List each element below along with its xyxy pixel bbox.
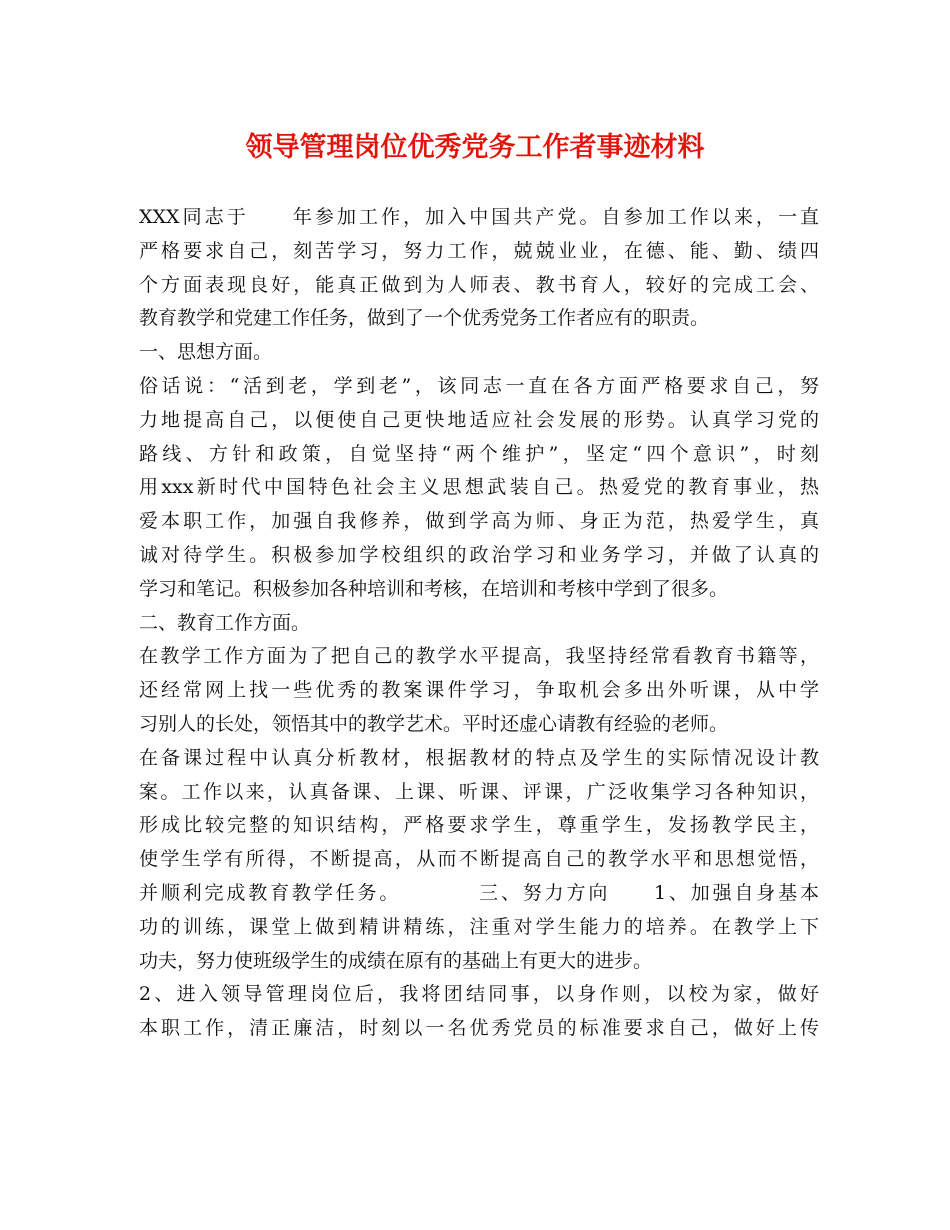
- body-line: 2、进入领导管理岗位后，我将团结同事，以身作则，以校为家，做好: [139, 983, 819, 1006]
- body-line: 路线、方针和政策，自觉坚持“两个维护”，坚定“四个意识”，时刻: [139, 442, 819, 465]
- body-line: 在教学工作方面为了把自己的教学水平提高，我坚持经常看教育书籍等，: [139, 645, 819, 668]
- body-line: 俗话说：“活到老，学到老”，该同志一直在各方面严格要求自己，努: [139, 374, 819, 397]
- body-line: 功夫，努力使班级学生的成绩在原有的基础上有更大的进步。: [139, 949, 653, 972]
- body-line: 习别人的长处，领悟其中的教学艺术。平时还虚心请教有经验的老师。: [139, 712, 729, 735]
- body-line: 功的训练，课堂上做到精讲精练，注重对学生能力的培养。在教学上下: [139, 915, 819, 938]
- body-line: 在备课过程中认真分析教材，根据教材的特点及学生的实际情况设计教: [139, 746, 819, 769]
- body-line: 用xxx新时代中国特色社会主义思想武装自己。热爱党的教育事业，热: [139, 476, 819, 499]
- body-line: 教育教学和党建工作任务，做到了一个优秀党务工作者应有的职责。: [139, 307, 710, 330]
- body-line: 爱本职工作，加强自我修养，做到学高为师、身正为范，热爱学生，真: [139, 510, 819, 533]
- body-line: 案。工作以来，认真备课、上课、听课、评课，广泛收集学习各种知识，: [139, 780, 819, 803]
- body-line: 个方面表现良好，能真正做到为人师表、教书育人，较好的完成工会、: [139, 273, 819, 296]
- body-line: 并顺利完成教育教学任务。 三、努力方向 1、加强自身基本: [139, 881, 819, 904]
- body-line: 使学生学有所得，不断提高，从而不断提高自己的教学水平和思想觉悟，: [139, 848, 819, 871]
- body-line: 二、教育工作方面。: [139, 611, 311, 634]
- document-title: 领导管理岗位优秀党务工作者事迹材料: [245, 132, 705, 163]
- body-line: 还经常网上找一些优秀的教案课件学习，争取机会多出外听课，从中学: [139, 679, 819, 702]
- body-line: 一、思想方面。: [139, 341, 273, 364]
- body-line: 学习和笔记。积极参加各种培训和考核，在培训和考核中学到了很多。: [139, 577, 729, 600]
- body-line: 形成比较完整的知识结构，严格要求学生，尊重学生，发扬教学民主，: [139, 814, 819, 837]
- document-body: [139, 201, 819, 1046]
- body-line: 力地提高自己，以便使自己更快地适应社会发展的形势。认真学习党的: [139, 408, 819, 431]
- body-line: 严格要求自己，刻苦学习，努力工作，兢兢业业，在德、能、勤、绩四: [139, 239, 819, 262]
- body-line: 本职工作，清正廉洁，时刻以一名优秀党员的标准要求自己，做好上传: [139, 1017, 819, 1040]
- body-line: XXX同志于 年参加工作，加入中国共产党。自参加工作以来，一直: [139, 206, 819, 228]
- body-line: 诚对待学生。积极参加学校组织的政治学习和业务学习，并做了认真的: [139, 543, 819, 566]
